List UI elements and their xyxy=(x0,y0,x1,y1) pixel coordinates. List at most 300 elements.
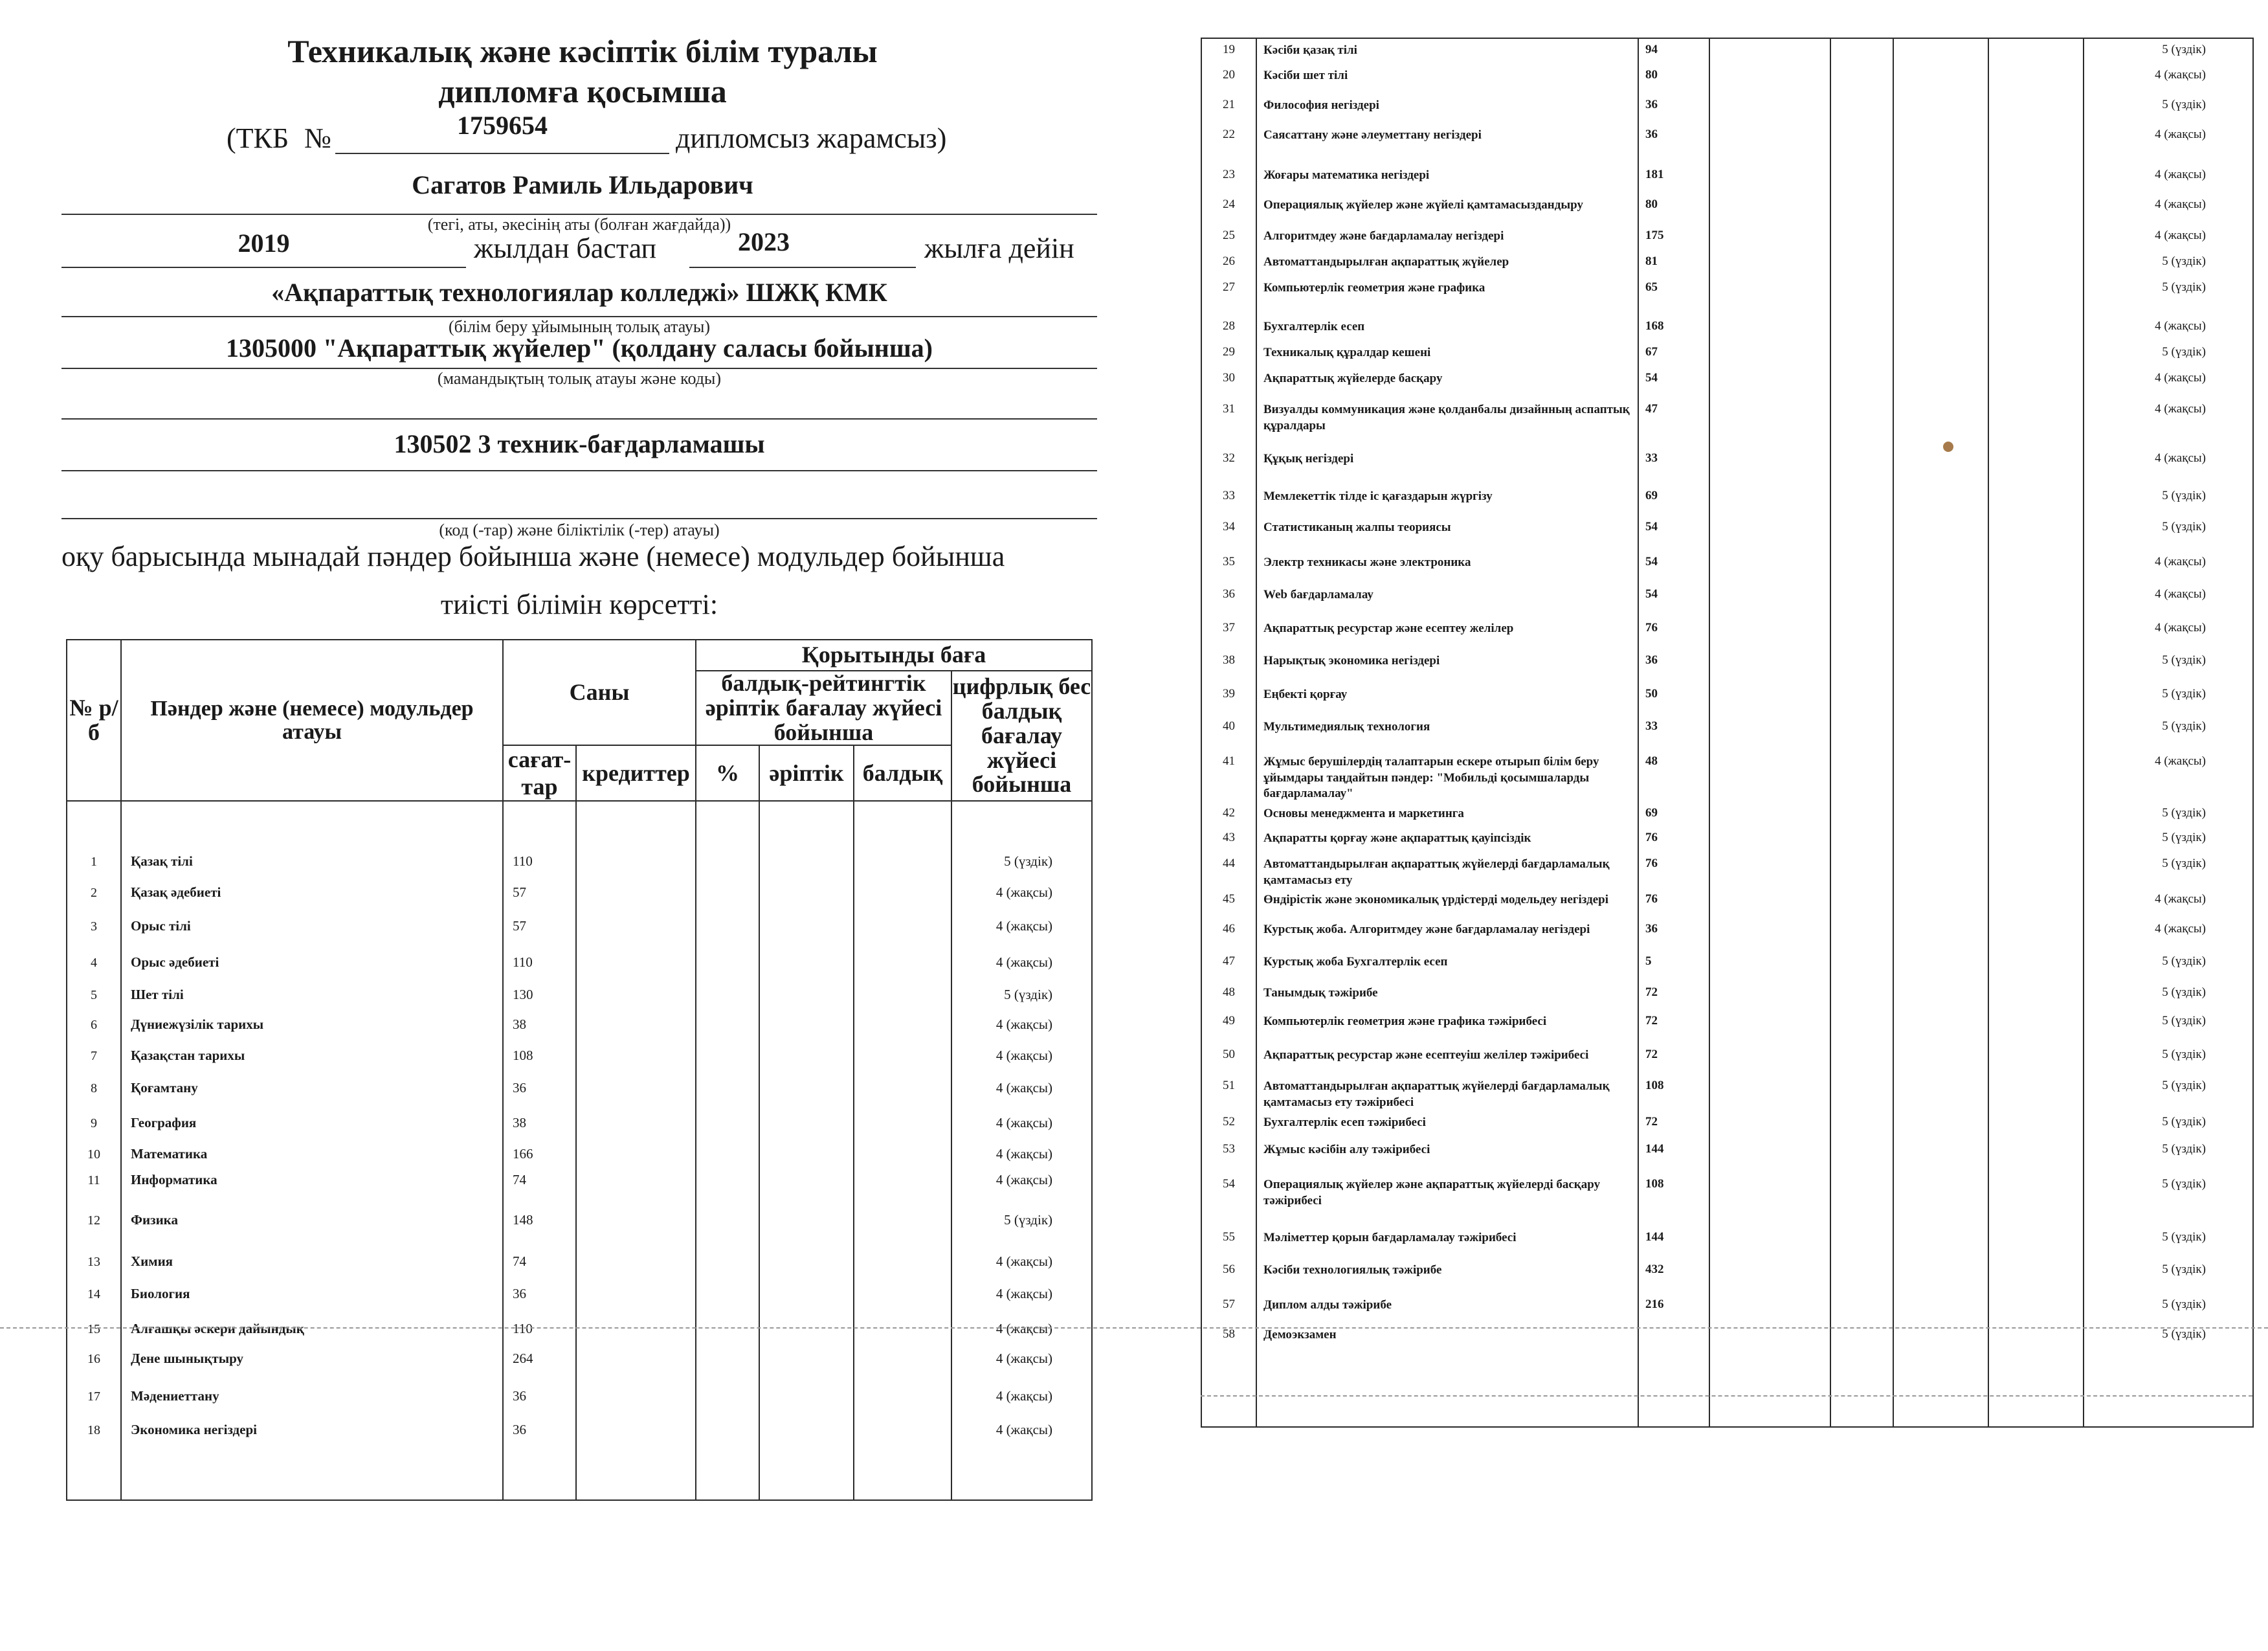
percent-cell xyxy=(1830,447,1893,485)
letter-cell xyxy=(1893,853,1988,888)
hours-value: 36 xyxy=(503,1274,576,1306)
hours-value: 130 xyxy=(503,974,576,1007)
table-row xyxy=(67,1341,1092,1371)
subject-name: Дене шынықтыру xyxy=(121,1341,503,1371)
row-number: 26 xyxy=(1201,251,1256,276)
empty-cell xyxy=(121,1442,503,1500)
letter-cell xyxy=(759,938,854,974)
points-cell xyxy=(1988,164,2084,194)
hours-value: 72 xyxy=(1638,982,1709,1010)
row-number: 58 xyxy=(1201,1323,1256,1349)
hours-value: 216 xyxy=(1638,1294,1709,1323)
credits-cell xyxy=(576,1100,696,1135)
grade-value: 4 (жақсы) xyxy=(2084,617,2253,649)
name-caption: (тегі, аты, әкесінің аты (болған жағдайда)) xyxy=(427,215,731,234)
credits-cell xyxy=(576,1037,696,1068)
grade-value: 5 (үздік) xyxy=(2084,827,2253,853)
credits-cell xyxy=(576,1192,696,1232)
subject-name: Алгоритмдеу және бағдарламалау негіздері xyxy=(1256,225,1638,251)
grade-value: 5 (үздік) xyxy=(2084,802,2253,827)
specialty-caption: (мамандықтың толық атауы және коды) xyxy=(437,369,722,388)
credits-cell xyxy=(1709,124,1830,164)
points-cell xyxy=(1988,827,2084,853)
hours-value: 54 xyxy=(1638,516,1709,551)
table-row xyxy=(67,1192,1092,1232)
row-number: 54 xyxy=(1201,1173,1256,1226)
row-number: 22 xyxy=(1201,124,1256,164)
table-row xyxy=(67,938,1092,974)
points-cell xyxy=(1988,918,2084,950)
hours-value: 54 xyxy=(1638,551,1709,583)
hours-value: 74 xyxy=(503,1232,576,1274)
grade-value: 4 (жақсы) xyxy=(951,1100,1092,1135)
letter-cell xyxy=(1893,1111,1988,1138)
row-number: 46 xyxy=(1201,918,1256,950)
grade-value: 5 (үздік) xyxy=(2084,853,2253,888)
credits-cell xyxy=(1709,918,1830,950)
letter-cell xyxy=(759,1037,854,1068)
grade-value: 5 (үздік) xyxy=(951,801,1092,873)
header-num: № р/б xyxy=(67,640,121,801)
subject-name: Web бағдарламалау xyxy=(1256,583,1638,617)
credits-cell xyxy=(1709,583,1830,617)
subject-name: Ақпараттық ресурстар және есептеуіш желілер тәжірибесі xyxy=(1256,1044,1638,1075)
credits-cell xyxy=(1709,164,1830,194)
points-cell xyxy=(1988,551,2084,583)
points-cell xyxy=(1988,94,2084,124)
letter-cell xyxy=(1893,398,1988,447)
points-cell xyxy=(854,974,951,1007)
letter-cell xyxy=(1893,583,1988,617)
credits-cell xyxy=(1709,1044,1830,1075)
subject-name: Қазақстан тарихы xyxy=(121,1037,503,1068)
percent-cell xyxy=(1830,551,1893,583)
points-cell xyxy=(1988,617,2084,649)
points-cell xyxy=(1988,485,2084,516)
hours-value: 50 xyxy=(1638,683,1709,715)
credits-cell xyxy=(1709,194,1830,225)
subject-name: Құқық негіздері xyxy=(1256,447,1638,485)
grade-value: 5 (үздік) xyxy=(2084,683,2253,715)
table-row xyxy=(1201,617,2253,649)
points-cell xyxy=(1988,251,2084,276)
letter-cell xyxy=(1893,164,1988,194)
empty-cell xyxy=(1256,1349,1638,1427)
letter-cell xyxy=(759,873,854,904)
hours-value: 67 xyxy=(1638,341,1709,367)
subject-name: Биология xyxy=(121,1274,503,1306)
header-points: балдық xyxy=(854,745,951,801)
row-number: 33 xyxy=(1201,485,1256,516)
table-row xyxy=(67,801,1092,873)
credits-cell xyxy=(1709,802,1830,827)
points-cell xyxy=(1988,888,2084,918)
hours-value: 76 xyxy=(1638,827,1709,853)
row-number: 16 xyxy=(67,1341,121,1371)
table-row xyxy=(1201,1294,2253,1323)
subject-name: Диплом алды тәжірибе xyxy=(1256,1294,1638,1323)
points-cell xyxy=(1988,853,2084,888)
hours-value: 36 xyxy=(503,1408,576,1442)
percent-cell xyxy=(696,1068,759,1100)
grade-value: 5 (үздік) xyxy=(2084,1173,2253,1226)
credits-cell xyxy=(1709,516,1830,551)
hours-value: 80 xyxy=(1638,194,1709,225)
grade-value: 5 (үздік) xyxy=(2084,1294,2253,1323)
subject-name: Мәдениеттану xyxy=(121,1371,503,1408)
hours-value: 74 xyxy=(503,1166,576,1192)
institution-name: «Ақпараттық технологиялар колледжі» ШЖҚ КМК xyxy=(271,278,887,307)
credits-cell xyxy=(1709,1010,1830,1044)
credits-cell xyxy=(576,1135,696,1166)
credits-cell xyxy=(1709,617,1830,649)
points-cell xyxy=(1988,750,2084,802)
grade-value: 5 (үздік) xyxy=(2084,94,2253,124)
table-row xyxy=(1201,715,2253,750)
subject-name: Курстық жоба Бухгалтерлік есеп xyxy=(1256,950,1638,982)
letter-cell xyxy=(1893,649,1988,683)
grade-value: 5 (үздік) xyxy=(2084,1111,2253,1138)
percent-cell xyxy=(696,1166,759,1192)
percent-cell xyxy=(1830,1173,1893,1226)
table-row xyxy=(1201,1075,2253,1110)
credits-cell xyxy=(1709,1075,1830,1110)
grade-value: 4 (жақсы) xyxy=(951,938,1092,974)
grade-value: 4 (жақсы) xyxy=(951,1341,1092,1371)
row-number: 1 xyxy=(67,801,121,873)
hours-value: 36 xyxy=(1638,918,1709,950)
points-cell xyxy=(1988,982,2084,1010)
table-row xyxy=(1201,950,2253,982)
subject-name: Кәсіби қазақ тілі xyxy=(1256,38,1638,64)
table-row xyxy=(1201,64,2253,94)
header-final-grade: Қорытынды баға xyxy=(696,640,1092,671)
percent-cell xyxy=(696,1306,759,1341)
empty-cell xyxy=(696,1442,759,1500)
hours-value: 54 xyxy=(1638,583,1709,617)
subject-name: Курстық жоба. Алгоритмдеу және бағдарламалау негіздері xyxy=(1256,918,1638,950)
credits-cell xyxy=(576,873,696,904)
table-row xyxy=(1201,194,2253,225)
grade-value: 4 (жақсы) xyxy=(2084,225,2253,251)
subject-name: Математика xyxy=(121,1135,503,1166)
letter-cell xyxy=(759,1007,854,1037)
points-cell xyxy=(854,1100,951,1135)
points-cell xyxy=(854,904,951,938)
table-row xyxy=(1201,683,2253,715)
hours-value: 72 xyxy=(1638,1111,1709,1138)
subject-name: Шет тілі xyxy=(121,974,503,1007)
grade-value: 5 (үздік) xyxy=(2084,1075,2253,1110)
header-percent: % xyxy=(696,745,759,801)
subject-name: Нарықтық экономика негіздері xyxy=(1256,649,1638,683)
empty-cell xyxy=(1830,1349,1893,1427)
percent-cell xyxy=(1830,1075,1893,1110)
percent-cell xyxy=(1830,1294,1893,1323)
percent-cell xyxy=(696,1341,759,1371)
subject-name: Жұмыс берушілердің талаптарын ескере отырып білім беру ұйымдары таңдайтын пәндер: "Мобильді қосымшаларды бағдарламалау" xyxy=(1256,750,1638,802)
subject-name: Қазақ әдебиеті xyxy=(121,873,503,904)
subject-name: Бухгалтерлік есеп xyxy=(1256,315,1638,341)
points-cell xyxy=(1988,367,2084,398)
subject-name: Қазақ тілі xyxy=(121,801,503,873)
grade-value: 5 (үздік) xyxy=(2084,485,2253,516)
tkb-suffix: дипломсыз жарамсыз) xyxy=(676,122,947,154)
table-row xyxy=(67,1306,1092,1341)
subject-name: Саясаттану және әлеуметтану негіздері xyxy=(1256,124,1638,164)
grade-value: 4 (жақсы) xyxy=(951,873,1092,904)
hours-value: 80 xyxy=(1638,64,1709,94)
grade-value: 5 (үздік) xyxy=(2084,649,2253,683)
percent-cell xyxy=(1830,315,1893,341)
hours-value: 36 xyxy=(1638,124,1709,164)
subject-name: Электр техникасы және электроника xyxy=(1256,551,1638,583)
credits-cell xyxy=(1709,649,1830,683)
hours-value: 108 xyxy=(1638,1075,1709,1110)
letter-cell xyxy=(1893,1075,1988,1110)
percent-cell xyxy=(1830,982,1893,1010)
credits-cell xyxy=(576,938,696,974)
letter-cell xyxy=(1893,251,1988,276)
points-cell xyxy=(1988,1294,2084,1323)
subject-name: Автоматтандырылған ақпараттық жүйелерді бағдарламалық қамтамасыз ету тәжірибесі xyxy=(1256,1075,1638,1110)
points-cell xyxy=(1988,1259,2084,1294)
row-number: 9 xyxy=(67,1100,121,1135)
percent-cell xyxy=(1830,225,1893,251)
subject-name: Жұмыс кәсібін алу тәжірибесі xyxy=(1256,1138,1638,1173)
table-row xyxy=(1201,551,2253,583)
percent-cell xyxy=(696,801,759,873)
row-number: 28 xyxy=(1201,315,1256,341)
credits-cell xyxy=(1709,551,1830,583)
letter-cell xyxy=(1893,1259,1988,1294)
percent-cell xyxy=(696,1037,759,1068)
percent-cell xyxy=(696,974,759,1007)
percent-cell xyxy=(1830,194,1893,225)
grades-table-left xyxy=(66,639,1093,1501)
credits-cell xyxy=(1709,315,1830,341)
subject-name: Физика xyxy=(121,1192,503,1232)
grade-value: 4 (жақсы) xyxy=(2084,888,2253,918)
letter-cell xyxy=(1893,750,1988,802)
credits-cell xyxy=(576,1166,696,1192)
credits-cell xyxy=(1709,1259,1830,1294)
table-row xyxy=(1201,1044,2253,1075)
points-cell xyxy=(1988,950,2084,982)
subject-name: Мәліметтер қорын бағдарламалау тәжірибесі xyxy=(1256,1226,1638,1259)
letter-cell xyxy=(1893,683,1988,715)
points-cell xyxy=(854,1135,951,1166)
percent-cell xyxy=(696,1007,759,1037)
table-row xyxy=(1201,802,2253,827)
grade-value: 5 (үздік) xyxy=(951,1192,1092,1232)
percent-cell xyxy=(1830,827,1893,853)
hours-value: 36 xyxy=(503,1068,576,1100)
row-number: 24 xyxy=(1201,194,1256,225)
hours-value: 76 xyxy=(1638,853,1709,888)
points-cell xyxy=(854,1166,951,1192)
letter-cell xyxy=(1893,888,1988,918)
hours-value: 175 xyxy=(1638,225,1709,251)
title-line-1: Техникалық және кәсіптік білім туралы xyxy=(287,33,878,69)
row-number: 44 xyxy=(1201,853,1256,888)
credits-cell xyxy=(576,1306,696,1341)
credits-cell xyxy=(576,1371,696,1408)
row-number: 29 xyxy=(1201,341,1256,367)
credits-cell xyxy=(576,974,696,1007)
percent-cell xyxy=(1830,276,1893,315)
credits-cell xyxy=(1709,950,1830,982)
credits-cell xyxy=(1709,853,1830,888)
credits-cell xyxy=(1709,683,1830,715)
hours-value: 5 xyxy=(1638,950,1709,982)
grade-value: 4 (жақсы) xyxy=(2084,583,2253,617)
grade-value: 4 (жақсы) xyxy=(2084,447,2253,485)
percent-cell xyxy=(1830,715,1893,750)
subject-name: Информатика xyxy=(121,1166,503,1192)
grade-value: 4 (жақсы) xyxy=(951,1371,1092,1408)
subject-name: География xyxy=(121,1100,503,1135)
table-row xyxy=(1201,315,2253,341)
hours-value: 432 xyxy=(1638,1259,1709,1294)
credits-cell xyxy=(1709,827,1830,853)
table-row xyxy=(67,1408,1092,1442)
row-number: 19 xyxy=(1201,38,1256,64)
grade-value: 5 (үздік) xyxy=(2084,950,2253,982)
header-count: Саны xyxy=(503,640,696,745)
subject-name: Демоэкзамен xyxy=(1256,1323,1638,1349)
credits-cell xyxy=(1709,1138,1830,1173)
points-cell xyxy=(1988,802,2084,827)
credits-cell xyxy=(1709,64,1830,94)
percent-cell xyxy=(1830,683,1893,715)
points-cell xyxy=(854,938,951,974)
hours-value: 54 xyxy=(1638,367,1709,398)
points-cell xyxy=(1988,583,2084,617)
empty-cell xyxy=(1638,1349,1709,1427)
subject-name: Дүниежүзілік тарихы xyxy=(121,1007,503,1037)
percent-cell xyxy=(1830,1111,1893,1138)
grade-value: 5 (үздік) xyxy=(2084,1226,2253,1259)
table-row xyxy=(67,1166,1092,1192)
grade-value: 5 (үздік) xyxy=(2084,1138,2253,1173)
credits-cell xyxy=(576,801,696,873)
table-row xyxy=(67,974,1092,1007)
percent-cell xyxy=(1830,64,1893,94)
grade-value: 4 (жақсы) xyxy=(2084,124,2253,164)
letter-cell xyxy=(1893,516,1988,551)
table-row xyxy=(1201,1138,2253,1173)
grade-value: 4 (жақсы) xyxy=(2084,194,2253,225)
hours-value: 48 xyxy=(1638,750,1709,802)
points-cell xyxy=(854,1037,951,1068)
points-cell xyxy=(854,1408,951,1442)
row-number: 55 xyxy=(1201,1226,1256,1259)
table-row xyxy=(67,1068,1092,1100)
row-number: 42 xyxy=(1201,802,1256,827)
grade-value: 5 (үздік) xyxy=(2084,1010,2253,1044)
row-number: 15 xyxy=(67,1306,121,1341)
grade-value: 5 (үздік) xyxy=(951,974,1092,1007)
table-row xyxy=(1201,516,2253,551)
letter-cell xyxy=(1893,827,1988,853)
hours-value: 72 xyxy=(1638,1044,1709,1075)
table-row xyxy=(1201,982,2253,1010)
table-row xyxy=(1201,164,2253,194)
hours-value: 38 xyxy=(503,1100,576,1135)
empty-cell xyxy=(759,1442,854,1500)
letter-cell xyxy=(1893,617,1988,649)
points-cell xyxy=(854,801,951,873)
letter-cell xyxy=(759,1371,854,1408)
points-cell xyxy=(1988,64,2084,94)
empty-cell xyxy=(67,1442,121,1500)
letter-cell xyxy=(1893,1173,1988,1226)
empty-cell xyxy=(1709,1349,1830,1427)
hours-value: 108 xyxy=(1638,1173,1709,1226)
grade-value: 5 (үздік) xyxy=(2084,516,2253,551)
credits-cell xyxy=(1709,276,1830,315)
row-number: 23 xyxy=(1201,164,1256,194)
points-cell xyxy=(854,1068,951,1100)
statement-line-1: оқу барысында мынадай пәндер бойынша және (немесе) модульдер бойынша xyxy=(61,541,1005,572)
year-to: 2023 xyxy=(738,227,790,256)
credits-cell xyxy=(1709,1294,1830,1323)
header-hours: сағат-тар xyxy=(503,745,576,801)
empty-cell xyxy=(2084,1349,2253,1427)
row-number: 37 xyxy=(1201,617,1256,649)
grade-value: 4 (жақсы) xyxy=(2084,315,2253,341)
letter-cell xyxy=(1893,38,1988,64)
credits-cell xyxy=(1709,715,1830,750)
grade-value: 4 (жақсы) xyxy=(951,1068,1092,1100)
letter-cell xyxy=(1893,194,1988,225)
row-number: 41 xyxy=(1201,750,1256,802)
letter-cell xyxy=(1893,341,1988,367)
credits-cell xyxy=(576,904,696,938)
institution-caption: (білім беру ұйымының толық атауы) xyxy=(448,317,711,336)
grades-table-right xyxy=(1201,38,2254,1428)
points-cell xyxy=(1988,398,2084,447)
subject-name: Компьютерлік геометрия және графика тәжірибесі xyxy=(1256,1010,1638,1044)
qualification-caption: (код (-тар) және біліктілік (-тер) атауы) xyxy=(439,521,720,539)
grade-value: 5 (үздік) xyxy=(2084,1259,2253,1294)
student-name: Сагатов Рамиль Ильдарович xyxy=(412,170,753,199)
credits-cell xyxy=(1709,94,1830,124)
subject-name: Операциялық жүйелер және жүйелі қамтамасыздандыру xyxy=(1256,194,1638,225)
table-row xyxy=(67,873,1092,904)
subject-name: Жоғары математика негіздері xyxy=(1256,164,1638,194)
table-row xyxy=(67,1371,1092,1408)
points-cell xyxy=(1988,1138,2084,1173)
percent-cell xyxy=(1830,516,1893,551)
percent-cell xyxy=(1830,649,1893,683)
letter-cell xyxy=(759,1341,854,1371)
subject-name: Мультимедиялық технология xyxy=(1256,715,1638,750)
points-cell xyxy=(1988,516,2084,551)
row-number: 32 xyxy=(1201,447,1256,485)
percent-cell xyxy=(1830,1138,1893,1173)
table-row xyxy=(67,1100,1092,1135)
subject-name: Ақпараттық жүйелерде басқару xyxy=(1256,367,1638,398)
credits-cell xyxy=(576,1408,696,1442)
hours-value: 57 xyxy=(503,904,576,938)
points-cell xyxy=(1988,1010,2084,1044)
letter-cell xyxy=(759,801,854,873)
tkb-prefix: (ТКБ xyxy=(227,122,289,154)
credits-cell xyxy=(1709,251,1830,276)
table-row xyxy=(1201,649,2253,683)
